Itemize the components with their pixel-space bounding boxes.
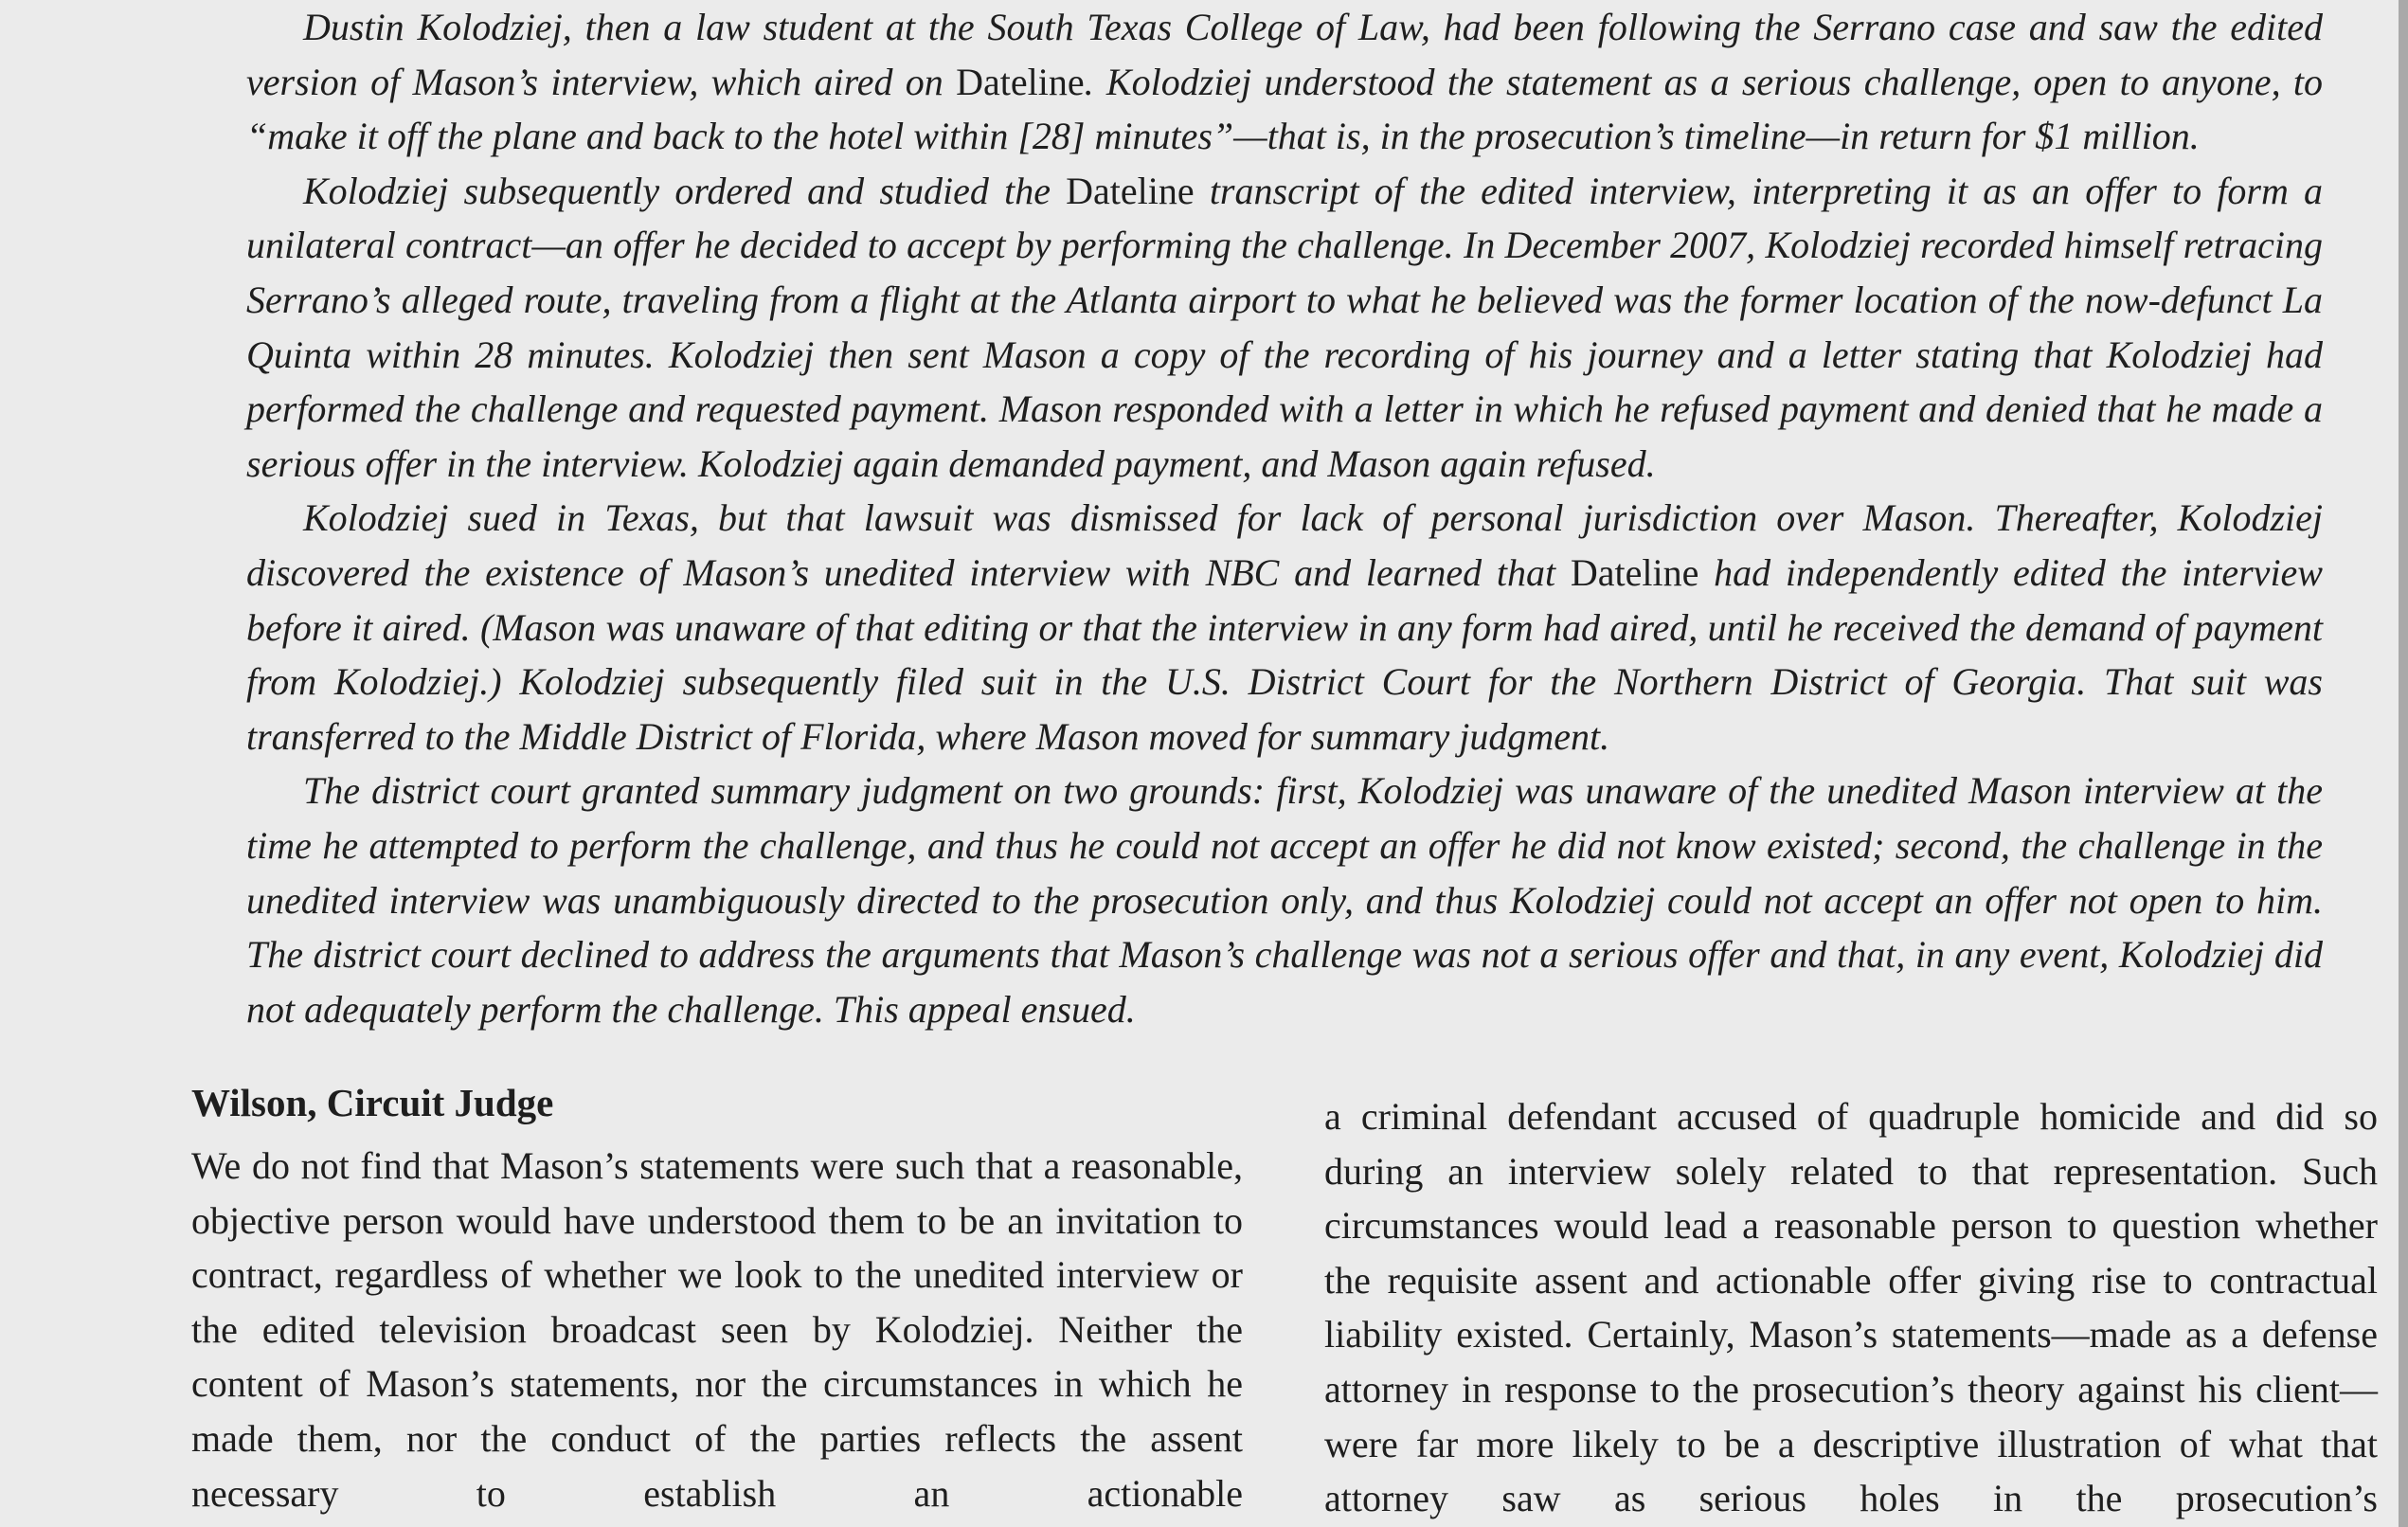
judge-heading: Wilson, Circuit Judge [191,1081,554,1124]
opinion-paragraph: We do not find that Mason’s statements were such that a reasonable, objective person would have understood them to be an invitation to contract, regardless of whether we look to the unedited interview or the edited television broadcast seen by Kolodziej. Neither the content of Mason’s statements, nor the circumstances in which he made them, nor the conduct of the parties reflects the assent necessary to establish an actionable [191,1144,1243,1515]
summary-text: Dustin Kolodziej, then a law student at the South Texas College of Law, had been following the Serrano case and saw the edited version of Mason’s interview, which aired on [246,6,2323,103]
summary-paragraph [246,491,2323,764]
summary-text: transcript of the edited interview, interpreting it as an offer to form a unilateral contract—an offer he decided to accept by performing the challenge. In December 2007, Kolodziej recorded himself retracing Serrano’s alleged route, traveling from a flight at the Atlanta airport to what he believed was the former location of the now-defunct La Quinta within 28 minutes. Kolodziej then sent Mason a copy of the recording of his journey and a letter stating that Kolodziej had performed the challenge and requested payment. Mason responded with a letter in which he refused payment and denied that he made a serious offer in the interview. Kolodziej again demanded payment, and Mason again refused. [246,169,2324,485]
show-title: Dateline [1570,550,1699,594]
opinion-right-column [1324,1089,2378,1526]
page-edge [2399,0,2408,1527]
summary-paragraph: The district court granted summary judgment on two grounds: first, Kolodziej was unaware of the unedited Mason interview at the time he attempted to perform the challenge, and thus he could not accept an offer he did not know existed; second, the challenge in the unedited interview was unambiguously directed to the prosecution only, and thus Kolodziej could not accept an offer not open to him. The district court declined to address the arguments that Mason’s challenge was not a serious offer and that, in any event, Kolodziej did not adequately perform the challenge. This appeal ensued. [246,769,2323,1031]
case-summary [246,0,2323,1036]
opinion-paragraph: a criminal defendant accused of quadruple homicide and did so during an interview solely related to that representation. Such circumstances would lead a reasonable person to question whether the requisite assent and actionable offer giving rise to contractual liability existed. Certainly, Mason’s statements—made as a defense attorney in response to the prosecution’s theory against his client—were far more likely to be a descriptive illustration of what that attorney saw as serious holes in the prosecution’s [1324,1095,2378,1520]
summary-paragraph [246,164,2323,492]
summary-text: . Kolodziej understood the statement as a serious challenge, open to anyone, to “make it off the plane and back to the hotel within [28] minutes”—that is, in the prosecution’s timeline—in return for $1 million. [246,60,2323,158]
summary-paragraph [246,0,2323,164]
summary-text: Kolodziej subsequently ordered and studied the [303,169,1067,212]
summary-text: Kolodziej sued in Texas, but that lawsuit was dismissed for lack of personal jurisdiction over Mason. Thereafter, Kolodziej discovered the existence of Mason’s unedited interview with NBC and learned that [246,496,2323,594]
show-title: Dateline [956,60,1085,103]
summary-text: had independently edited the interview before it aired. (Mason was unaware of that editing or that the interview in any form had aired, until he received the demand of payment from Kolodziej.) Kolodziej subsequently filed suit in the U.S. District Court for the Northern District of Georgia. That suit was transferred to the Middle District of Florida, where Mason moved for summary judgment. [246,550,2323,758]
show-title: Dateline [1066,169,1195,212]
opinion-left-column [191,1076,1243,1520]
